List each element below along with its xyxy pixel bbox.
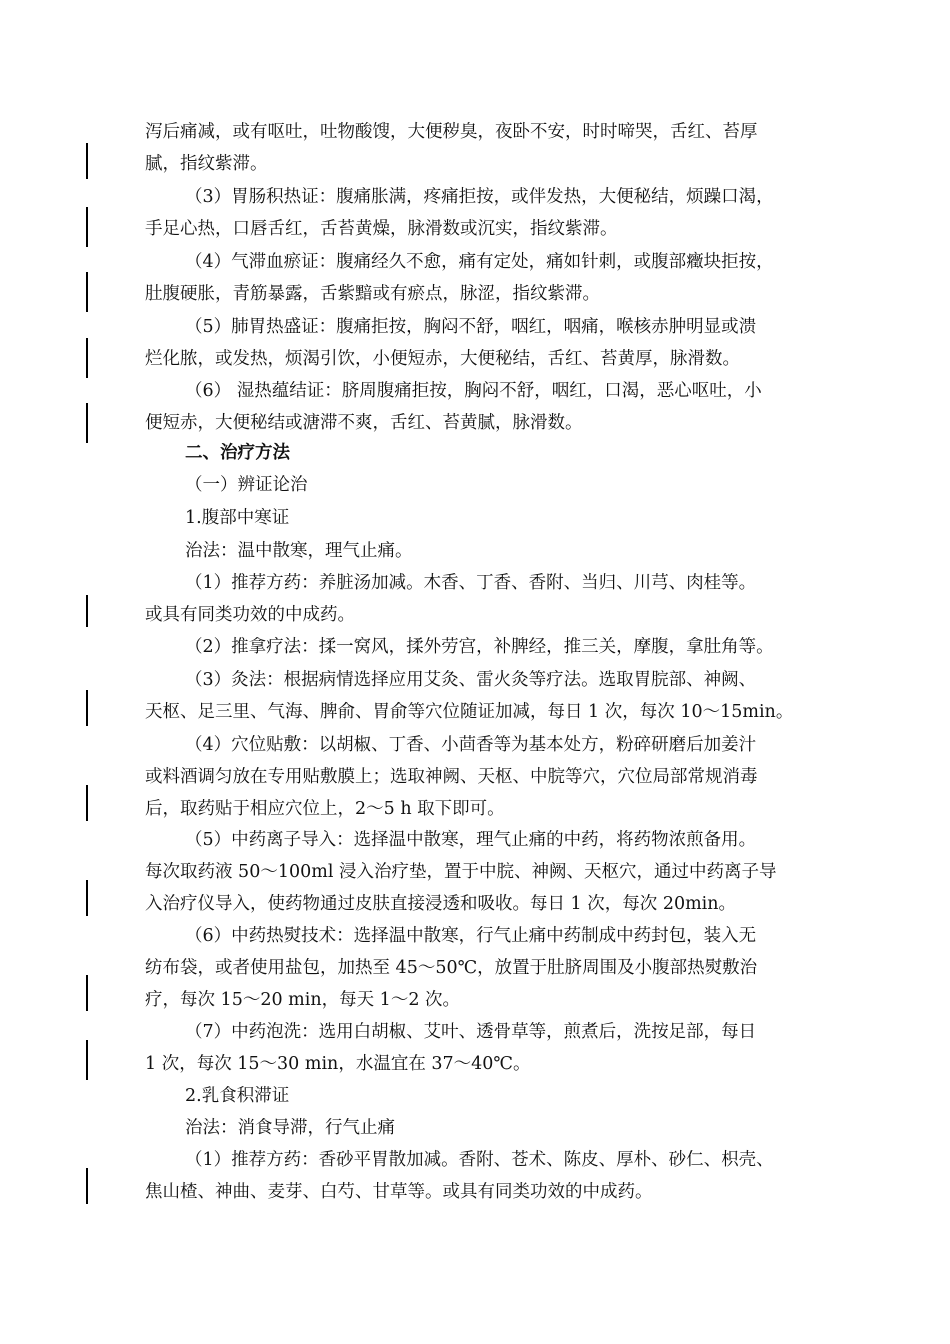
paragraph-line: 或具有同类功效的中成药。 (145, 605, 355, 625)
paragraph-line: 治法：消食导滞，行气止痛 (185, 1118, 395, 1138)
paragraph-line: 泻后痛减，或有呕吐，吐物酸馊，大便秽臭，夜卧不安，时时啼哭，舌红、苔厚 (145, 122, 758, 142)
revision-bar (86, 207, 88, 247)
item-heading: 2.乳食积滞证 (185, 1086, 290, 1106)
paragraph-line: 天枢、足三里、气海、脾俞、胃俞等穴位随证加减，每日 1 次，每次 10～15min。 (145, 702, 794, 722)
paragraph-line: 疗，每次 15～20 min，每天 1～2 次。 (145, 990, 461, 1010)
paragraph-line: （4）气滞血瘀证：腹痛经久不愈，痛有定处，痛如针刺，或腹部癥块拒按， (185, 252, 774, 272)
item-heading: 1.腹部中寒证 (185, 508, 290, 528)
paragraph-line: （5）肺胃热盛证：腹痛拒按，胸闷不舒，咽红，咽痛，喉核赤肿明显或溃 (185, 317, 757, 337)
paragraph-line: （3）胃肠积热证：腹痛胀满，疼痛拒按，或伴发热，大便秘结，烦躁口渴， (185, 187, 774, 207)
paragraph-line: （6）中药热熨技术：选择温中散寒，行气止痛中药制成中药封包，装入无 (185, 926, 757, 946)
paragraph-line: 入治疗仪导入，使药物通过皮肤直接浸透和吸收。每日 1 次，每次 20min。 (145, 894, 737, 914)
paragraph-line: （2）推拿疗法：揉一窝风，揉外劳宫，补脾经，推三关，摩腹，拿肚角等。 (185, 637, 774, 657)
revision-bar (86, 595, 88, 627)
revision-bar (86, 1040, 88, 1080)
revision-bar (86, 338, 88, 378)
revision-bar (86, 1168, 88, 1204)
revision-bar (86, 403, 88, 443)
paragraph-line: 腻，指纹紫滞。 (145, 154, 268, 174)
paragraph-line: 便短赤，大便秘结或溏滞不爽，舌红、苔黄腻，脉滑数。 (145, 413, 583, 433)
paragraph-line: （6） 湿热蕴结证：脐周腹痛拒按，胸闷不舒，咽红，口渴，恶心呕吐，小 (185, 381, 762, 401)
paragraph-line: 烂化脓，或发热，烦渴引饮，小便短赤，大便秘结，舌红、苔黄厚，脉滑数。 (145, 349, 740, 369)
paragraph-line: 纺布袋，或者使用盐包，加热至 45～50℃，放置于肚脐周围及小腹部热熨敷治 (145, 958, 758, 978)
paragraph-line: 治法：温中散寒，理气止痛。 (185, 541, 413, 561)
paragraph-line: 或料酒调匀放在专用贴敷膜上；选取神阙、天枢、中脘等穴，穴位局部常规消毒 (145, 767, 758, 787)
paragraph-line: （1）推荐方药：香砂平胃散加减。香附、苍术、陈皮、厚朴、砂仁、枳壳、 (185, 1150, 774, 1170)
paragraph-line: 每次取药液 50～100ml 浸入治疗垫，置于中脘、神阙、天枢穴，通过中药离子导 (145, 862, 777, 882)
revision-bar (86, 690, 88, 726)
revision-bar (86, 785, 88, 821)
paragraph-line: （1）推荐方药：养脏汤加减。木香、丁香、香附、当归、川芎、肉桂等。 (185, 573, 757, 593)
section-heading: 二、治疗方法 (185, 443, 290, 463)
revision-bar (86, 880, 88, 916)
paragraph-line: （4）穴位贴敷：以胡椒、丁香、小茴香等为基本处方，粉碎研磨后加姜汁 (185, 735, 757, 755)
subsection-heading: （一）辨证论治 (185, 475, 308, 495)
paragraph-line: 焦山楂、神曲、麦芽、白芍、甘草等。或具有同类功效的中成药。 (145, 1182, 653, 1202)
paragraph-line: 肚腹硬胀，青筋暴露，舌紫黯或有瘀点，脉涩，指纹紫滞。 (145, 284, 600, 304)
paragraph-line: 后，取药贴于相应穴位上，2～5 h 取下即可。 (145, 799, 505, 819)
paragraph-line: （5）中药离子导入：选择温中散寒，理气止痛的中药，将药物浓煎备用。 (185, 830, 757, 850)
revision-bar (86, 272, 88, 312)
paragraph-line: 手足心热，口唇舌红，舌苔黄燥，脉滑数或沉实，指纹紫滞。 (145, 219, 618, 239)
revision-bar (86, 975, 88, 1011)
paragraph-line: （7）中药泡洗：选用白胡椒、艾叶、透骨草等，煎煮后，洗按足部，每日 (185, 1022, 757, 1042)
revision-bar (86, 143, 88, 179)
paragraph-line: 1 次，每次 15～30 min，水温宜在 37～40℃。 (145, 1054, 531, 1074)
paragraph-line: （3）灸法：根据病情选择应用艾灸、雷火灸等疗法。选取胃脘部、神阙、 (185, 670, 757, 690)
